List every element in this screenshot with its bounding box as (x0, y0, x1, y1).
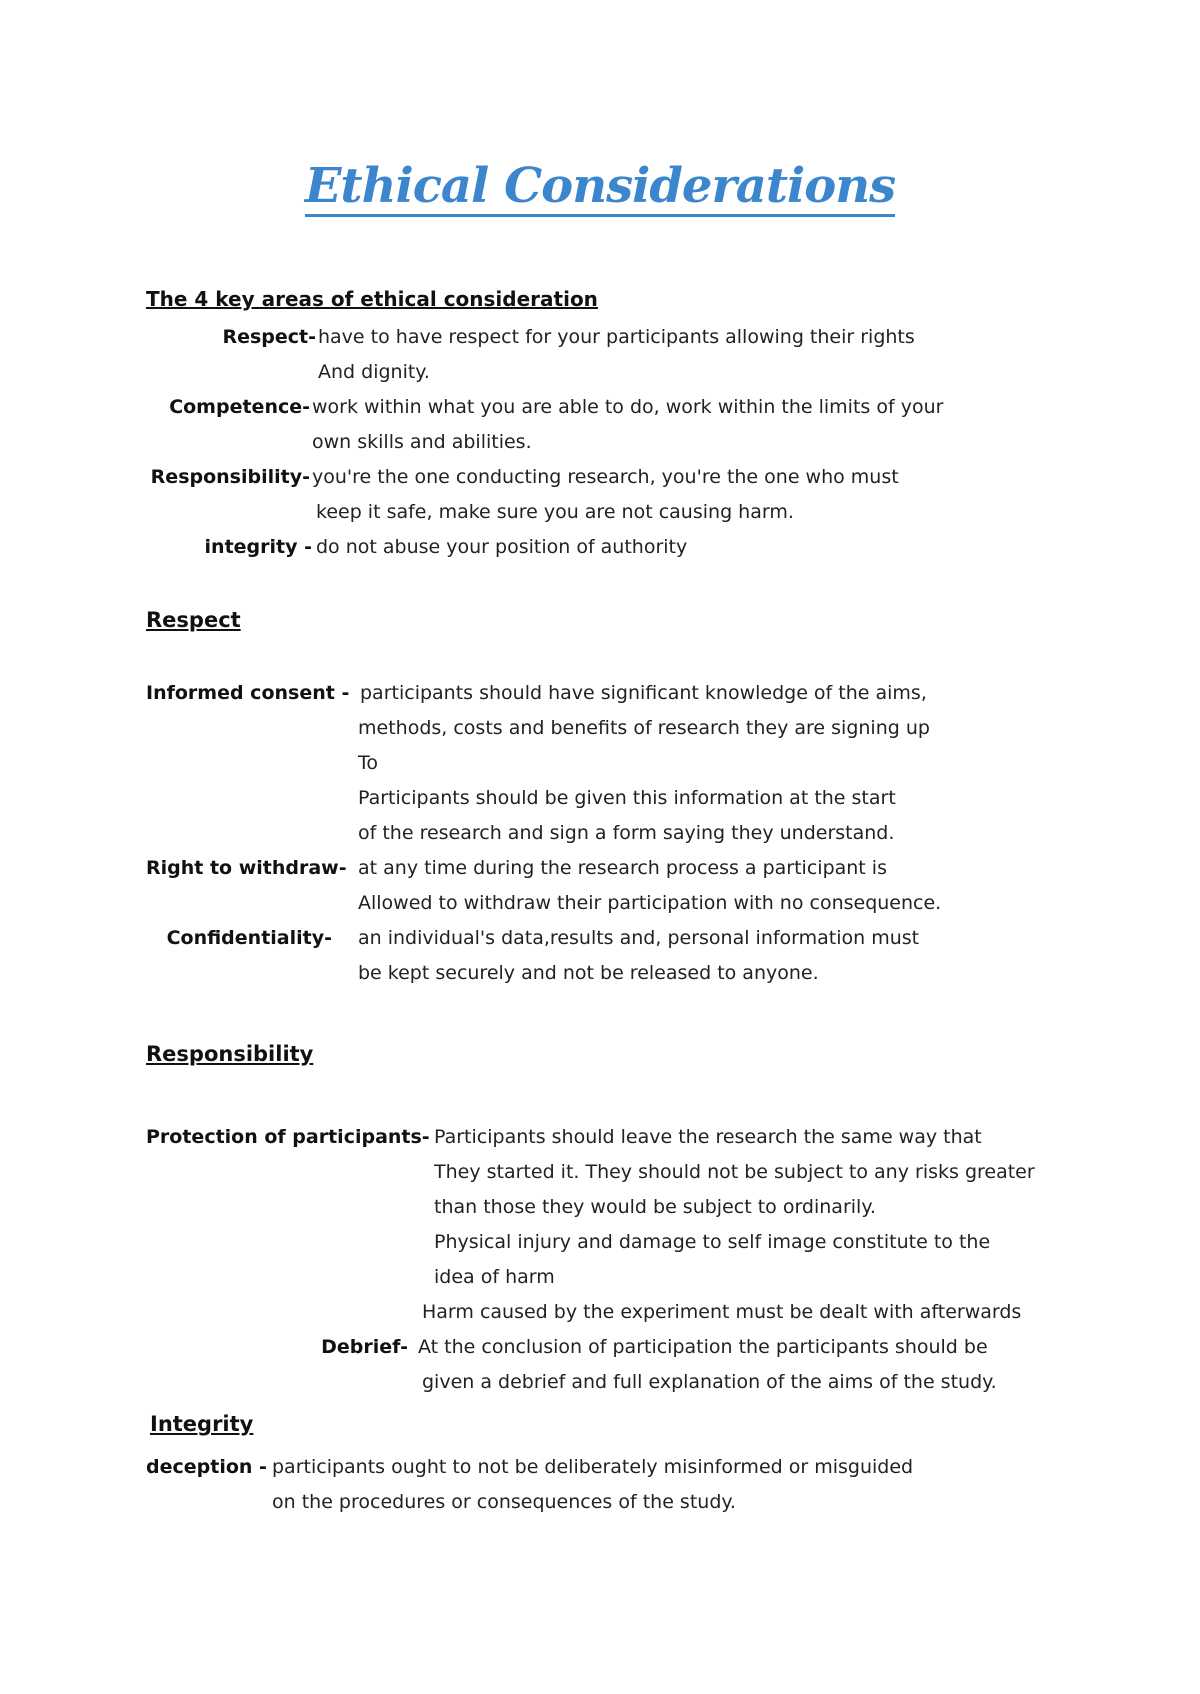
key-competence-text: work within what you are able to do, work within the limits of your (312, 396, 944, 418)
debrief-text: given a debrief and full explanation of the aims of the study. (422, 1371, 997, 1393)
responsibility-heading: Responsibility (146, 1042, 314, 1066)
debrief-text: At the conclusion of participation the participants should be (418, 1336, 988, 1358)
right-to-withdraw-label: Right to withdraw- (146, 857, 347, 879)
right-to-withdraw-text: Allowed to withdraw their participation with no consequence. (358, 892, 942, 914)
informed-consent-text: of the research and sign a form saying they understand. (358, 822, 895, 844)
confidentiality-text: be kept securely and not be released to anyone. (358, 962, 819, 984)
key-integrity-text: do not abuse your position of authority (316, 536, 688, 558)
integrity-heading: Integrity (150, 1412, 254, 1436)
informed-consent-label: Informed consent - (146, 682, 350, 704)
key-respect-label: Respect- (222, 326, 316, 348)
key-competence-text: own skills and abilities. (312, 431, 532, 453)
key-areas-heading: The 4 key areas of ethical consideration (146, 287, 598, 311)
protection-text: idea of harm (434, 1266, 555, 1288)
protection-label: Protection of participants- (146, 1126, 430, 1148)
key-responsibility-label: Responsibility- (150, 466, 310, 488)
confidentiality-text: an individual's data,results and, personal information must (358, 927, 920, 949)
respect-heading: Respect (146, 608, 241, 632)
protection-text: than those they would be subject to ordinarily. (434, 1196, 876, 1218)
key-integrity-label: integrity - (204, 536, 312, 558)
deception-text: participants ought to not be deliberately misinformed or misguided (272, 1456, 914, 1478)
deception-text: on the procedures or consequences of the study. (272, 1491, 736, 1513)
key-respect-text: And dignity. (318, 361, 430, 383)
informed-consent-text: To (358, 752, 379, 774)
informed-consent-text: methods, costs and benefits of research they are signing up (358, 717, 930, 739)
protection-text: Physical injury and damage to self image constitute to the (434, 1231, 991, 1253)
protection-text: Participants should leave the research the same way that (434, 1126, 982, 1148)
right-to-withdraw-text: at any time during the research process a participant is (358, 857, 887, 879)
informed-consent-text: Participants should be given this information at the start (358, 787, 896, 809)
protection-text: They started it. They should not be subject to any risks greater (434, 1161, 1035, 1183)
confidentiality-label: Confidentiality- (166, 927, 332, 949)
key-responsibility-text: you're the one conducting research, you're the one who must (312, 466, 899, 488)
key-responsibility-text: keep it safe, make sure you are not causing harm. (316, 501, 794, 523)
informed-consent-text: participants should have significant knowledge of the aims, (360, 682, 927, 704)
key-respect-text: have to have respect for your participants allowing their rights (318, 326, 915, 348)
page-title (0, 158, 1200, 214)
protection-text: Harm caused by the experiment must be dealt with afterwards (422, 1301, 1022, 1323)
deception-label: deception - (146, 1456, 267, 1478)
key-competence-label: Competence- (169, 396, 310, 418)
page-title-text: Ethical Considerations (305, 158, 895, 217)
debrief-label: Debrief- (321, 1336, 408, 1358)
